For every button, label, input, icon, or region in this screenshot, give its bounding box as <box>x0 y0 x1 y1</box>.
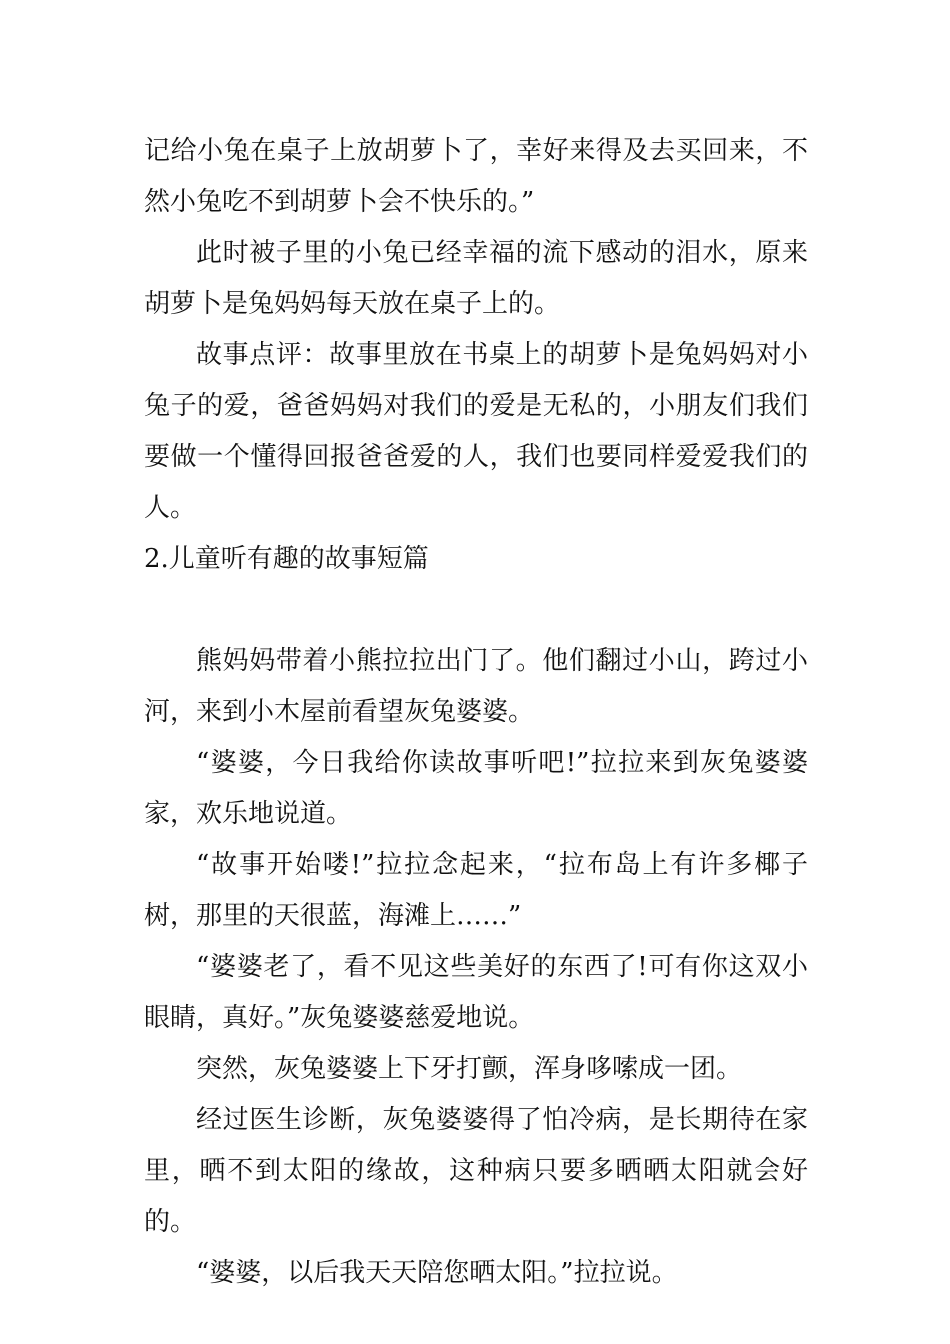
paragraph: “婆婆老了，看不见这些美好的东西了!可有你这双小眼睛，真好。”灰兔婆婆慈爱地说。 <box>144 952 808 1033</box>
paragraph-continued: 记给小兔在桌子上放胡萝卜了，幸好来得及去买回来，不然小兔吃不到胡萝卜会不快乐的。” <box>144 136 808 217</box>
blank-line <box>144 585 808 636</box>
paragraph: “婆婆，今日我给你读故事听吧!”拉拉来到灰兔婆婆家，欢乐地说道。 <box>144 748 808 829</box>
paragraph: “故事开始喽!”拉拉念起来，“拉布岛上有许多椰子树，那里的天很蓝，海滩上……” <box>144 850 808 931</box>
paragraph: “婆婆，以后我天天陪您晒太阳。”拉拉说。 <box>196 1258 678 1288</box>
paragraph: 突然，灰兔婆婆上下牙打颤，浑身哆嗦成一团。 <box>196 1054 743 1084</box>
paragraph: 经过医生诊断，灰兔婆婆得了怕冷病，是长期待在家里，晒不到太阳的缘故，这种病只要多晒晒太阳就会好的。 <box>144 1105 808 1237</box>
paragraph-story-comment: 故事点评：故事里放在书桌上的胡萝卜是兔妈妈对小兔子的爱，爸爸妈妈对我们的爱是无私的，小朋友们我们要做一个懂得回报爸爸爱的人，我们也要同样爱爱我们的人。 <box>144 340 808 523</box>
paragraph: 熊妈妈带着小熊拉拉出门了。他们翻过小山，跨过小河，来到小木屋前看望灰兔婆婆。 <box>144 646 808 727</box>
paragraph: 此时被子里的小兔已经幸福的流下感动的泪水，原来胡萝卜是兔妈妈每天放在桌子上的。 <box>144 238 808 319</box>
document-body <box>144 126 808 1299</box>
section-heading: 2.儿童听有趣的故事短篇 <box>144 544 429 574</box>
